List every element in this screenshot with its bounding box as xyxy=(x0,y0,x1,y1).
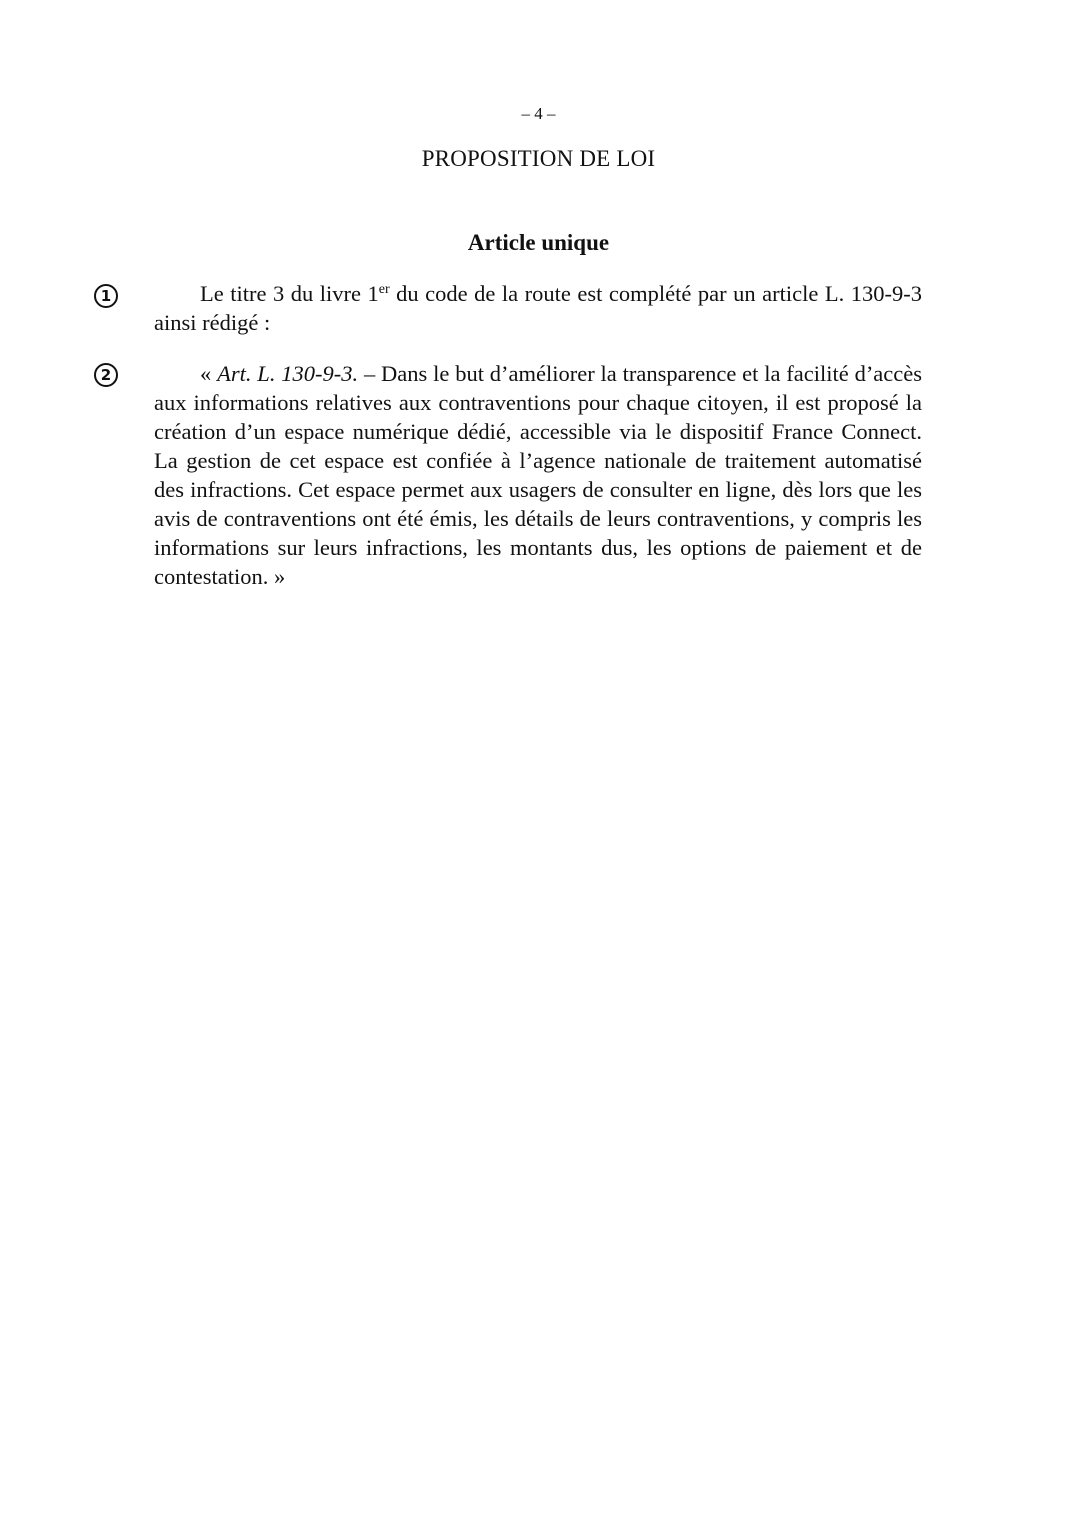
article-reference: Art. L. 130-9-3. xyxy=(217,361,359,386)
paragraph-text: du code de la route est complété par un article L. 130-9-3 ainsi rédigé : xyxy=(154,281,922,335)
article-paragraph-2 xyxy=(154,359,922,591)
article-heading: Article unique xyxy=(467,230,610,255)
document-title: PROPOSITION DE LOI xyxy=(421,146,656,171)
opening-quote: « xyxy=(200,361,218,386)
paragraph-text: Le titre 3 du livre 1 xyxy=(200,281,379,306)
paragraph-number-marker: 1 xyxy=(94,284,118,308)
paragraph-text: – Dans le but d’améliorer la transparence et la facilité d’accès aux informations relatives aux contraventions pour chaque citoyen, il est proposé la création d’un espace numérique dédié, accessible via le dispositif France Connect. La gestion de cet espace est confiée à l’agence nationale de traitement automatisé des infractions. Cet espace permet aux usagers de consulter en ligne, dès lors que les avis de contraventions ont été émis, les détails de leurs contraventions, y compris les informations sur leurs infractions, les montants dus, les options de paiement et de contestation. » xyxy=(154,361,923,589)
page-number: – 4 – xyxy=(521,104,556,123)
ordinal-superscript: er xyxy=(378,282,390,297)
paragraph-number-marker: 2 xyxy=(94,363,118,387)
article-paragraph-1 xyxy=(154,279,922,337)
